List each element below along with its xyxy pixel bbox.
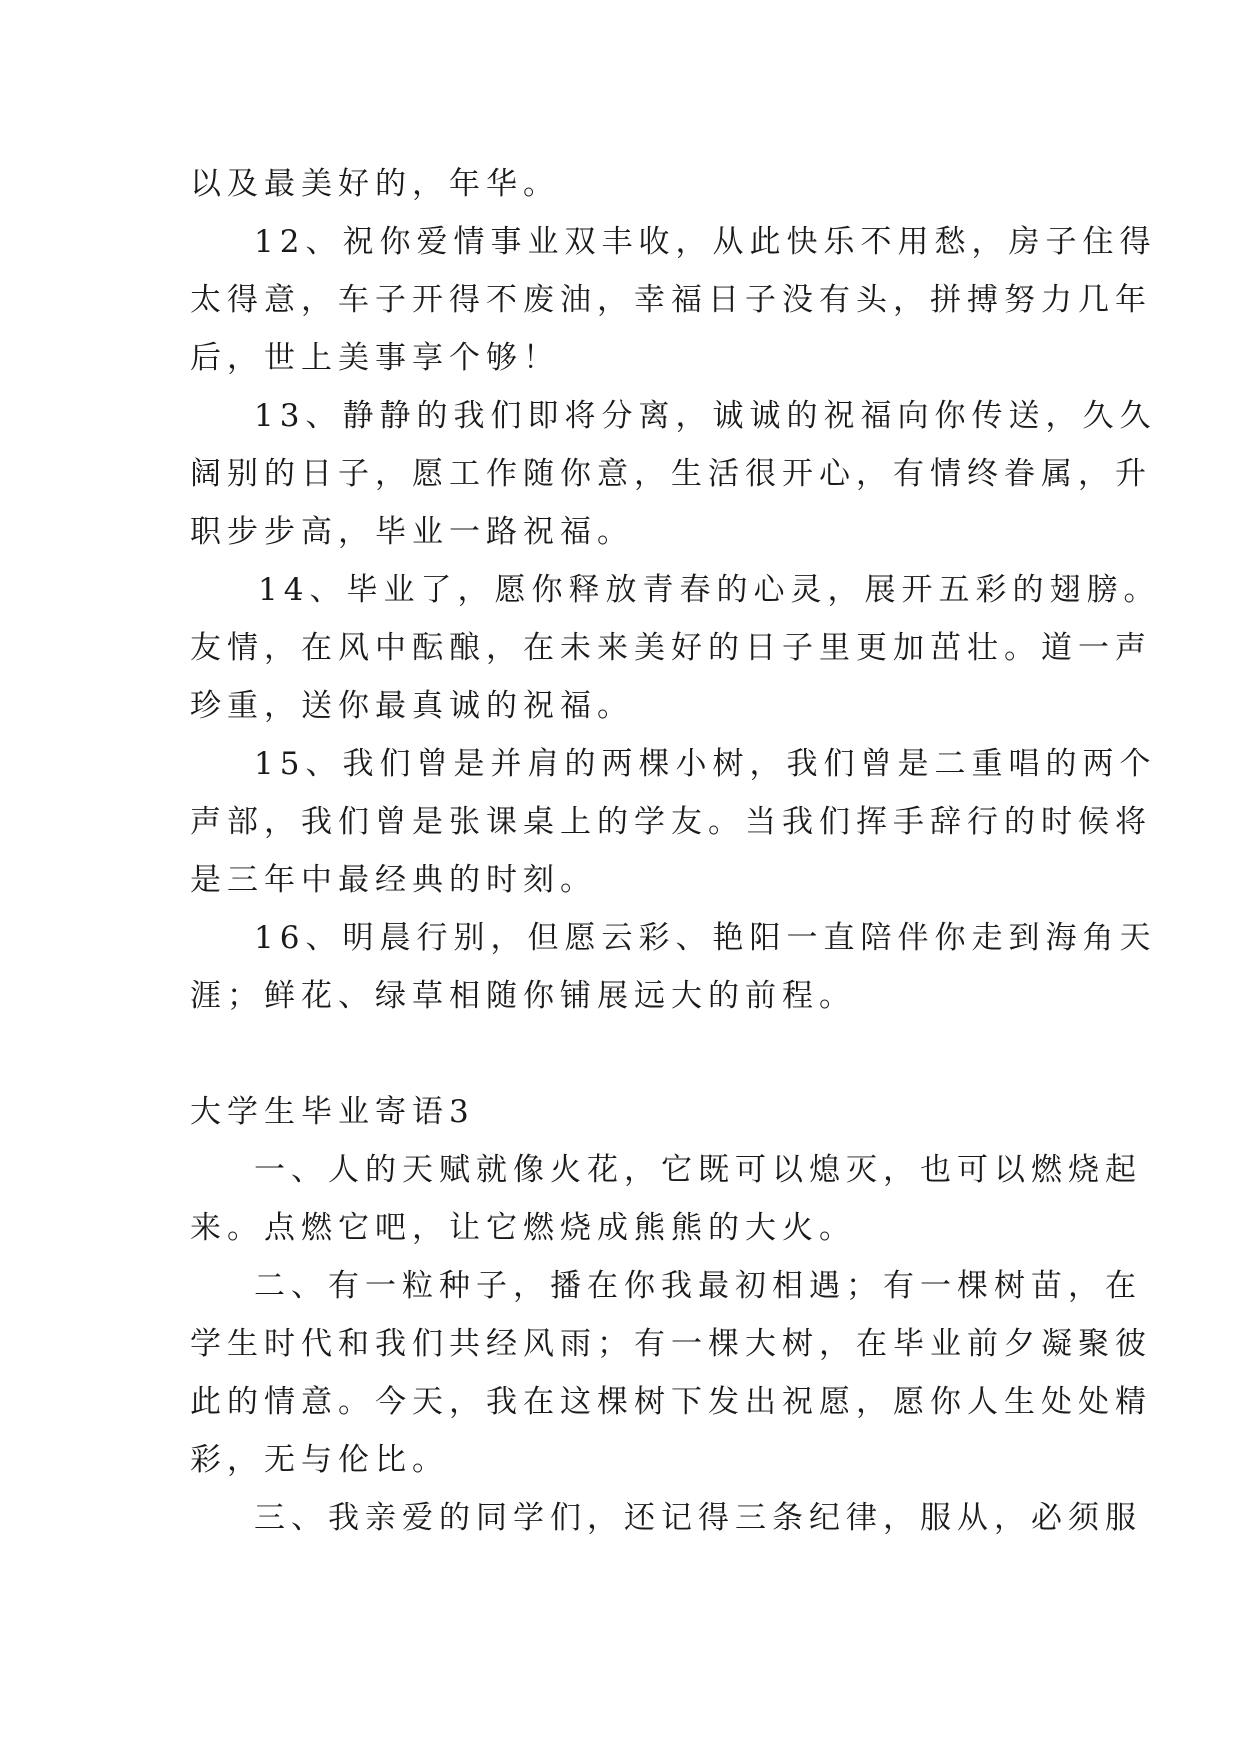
paragraph-line: 来。点燃它吧，让它燃烧成熊熊的大火。 [190,1210,856,1246]
paragraph-line: 珍重，送你最真诚的祝福。 [190,688,634,724]
paragraph-intro-tail [190,155,1052,213]
paragraph-line: 声部，我们曾是张课桌上的学友。当我们挥手辞行的时候将 [190,804,1152,840]
paragraph-line: 友情，在风中酝酿，在未来美好的日子里更加茁壮。道一声 [190,630,1152,666]
paragraph-line: 彩，无与伦比。 [190,1442,449,1478]
paragraph-line: 一、人的天赋就像火花，它既可以熄灭，也可以燃烧起 [254,1152,1142,1188]
paragraph-item-three [190,1489,1142,1547]
paragraph-item-12 [190,213,1157,387]
paragraph-line: 二、有一粒种子，播在你我最初相遇；有一棵树苗，在 [254,1268,1142,1304]
paragraph-line: 三、我亲爱的同学们，还记得三条纪律，服从，必须服 [254,1500,1142,1536]
paragraph-item-13 [190,387,1157,561]
paragraph-item-two [190,1257,1152,1489]
paragraph-line: 后，世上美事享个够！ [190,340,560,376]
paragraph-line: 15、我们曾是并肩的两棵小树，我们曾是二重唱的两个 [254,746,1157,782]
paragraph-line: 学生时代和我们共经风雨；有一棵大树，在毕业前夕凝聚彼 [190,1326,1152,1362]
paragraph-line: 以及最美好的，年华。 [190,166,560,202]
document-body [190,155,1161,1547]
paragraph-item-one [190,1141,1142,1257]
section-title: 大学生毕业寄语3 [190,1094,475,1130]
paragraph-item-15 [190,735,1157,909]
section-spacer [190,1025,1052,1083]
paragraph-line: 14、毕业了，愿你释放青春的心灵，展开五彩的翅膀。 [258,572,1161,608]
paragraph-line: 13、静静的我们即将分离，诚诚的祝福向你传送，久久 [254,398,1157,434]
paragraph-item-16 [190,909,1157,1025]
paragraph-line: 是三年中最经典的时刻。 [190,862,597,898]
paragraph-line: 职步步高，毕业一路祝福。 [190,514,634,550]
paragraph-line: 此的情意。今天，我在这棵树下发出祝愿，愿你人生处处精 [190,1384,1152,1420]
paragraph-line: 涯；鲜花、绿草相随你铺展远大的前程。 [190,978,856,1014]
paragraph-line: 太得意，车子开得不废油，幸福日子没有头，拼搏努力几年 [190,282,1152,318]
paragraph-line: 16、明晨行别，但愿云彩、艳阳一直陪伴你走到海角天 [254,920,1157,956]
paragraph-item-14 [190,561,1161,735]
paragraph-line: 阔别的日子，愿工作随你意，生活很开心，有情终眷属，升 [190,456,1152,492]
paragraph-line: 12、祝你爱情事业双丰收，从此快乐不用愁，房子住得 [254,224,1157,260]
